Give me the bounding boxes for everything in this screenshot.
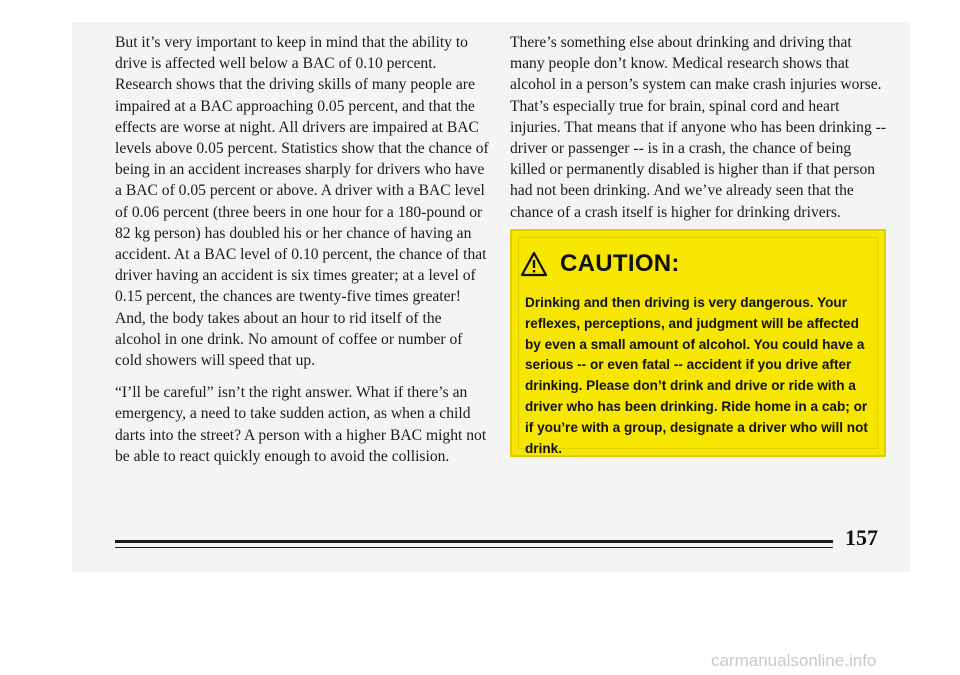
warning-triangle-icon [520, 251, 548, 277]
watermark-text[interactable]: carmanualsonline.info [711, 651, 877, 670]
caution-text: Drinking and then driving is very dangerous. Your reflexes, perceptions, and judgment will be affected by even a small amount of alcohol. You could have a serious -- or even fatal -- accident if you drive after drinking. Please don’t drink and drive or ride with a driver who has been drinking. Ride home in a cab; or if you’re with a group, designate a driver who will not drink. [525, 295, 868, 456]
left-column [115, 32, 490, 478]
footer-rule-thin [115, 547, 833, 548]
left-paragraph-2: “I’ll be careful” isn’t the right answer. What if there’s an emergency, a need to take sudden action, as when a child darts into the street? A person with a higher BAC might not be able to react quickly enough to avoid the collision. [115, 384, 487, 465]
footer-rule-thick [115, 540, 833, 543]
left-paragraph-1: But it’s very important to keep in mind that the ability to drive is affected well below a BAC of 0.10 percent. Research shows that the driving skills of many people are impaired at a BAC approaching 0.05 percent, and that the effects are worse at night. All drivers are impaired at BAC levels above 0.05 percent. Statistics show that the chance of being in an accident increases sharply for drivers who have a BAC of 0.05 percent or above. A driver with a BAC level of 0.06 percent (three beers in one hour for a 180-pound or 82 kg person) has doubled his or her chance of having an accident. At a BAC level of 0.10 percent, the chance of that driver having an accident is six times greater; at a level of 0.15 percent, the chances are twenty-five times greater! And, the body takes about an hour to rid itself of the alcohol in one drink. No amount of coffee or number of cold showers will speed that up. [115, 34, 489, 370]
right-paragraph-1: There’s something else about drinking and driving that many people don’t know. Medical research shows that alcohol in a person’s system can make crash injuries worse. That’s especially true for brain, spinal cord and heart injuries. That means that if anyone who has been drinking -- driver or passenger -- is in a crash, the chance of being killed or permanently disabled is higher than if that person had not been drinking. And we’ve already seen that the chance of a crash itself is higher for drinking drivers. [510, 34, 887, 221]
right-column [510, 32, 888, 234]
caution-title: CAUTION: [560, 250, 680, 277]
caution-box [510, 229, 886, 457]
page-number: 157 [845, 525, 878, 550]
caution-header [520, 249, 680, 279]
